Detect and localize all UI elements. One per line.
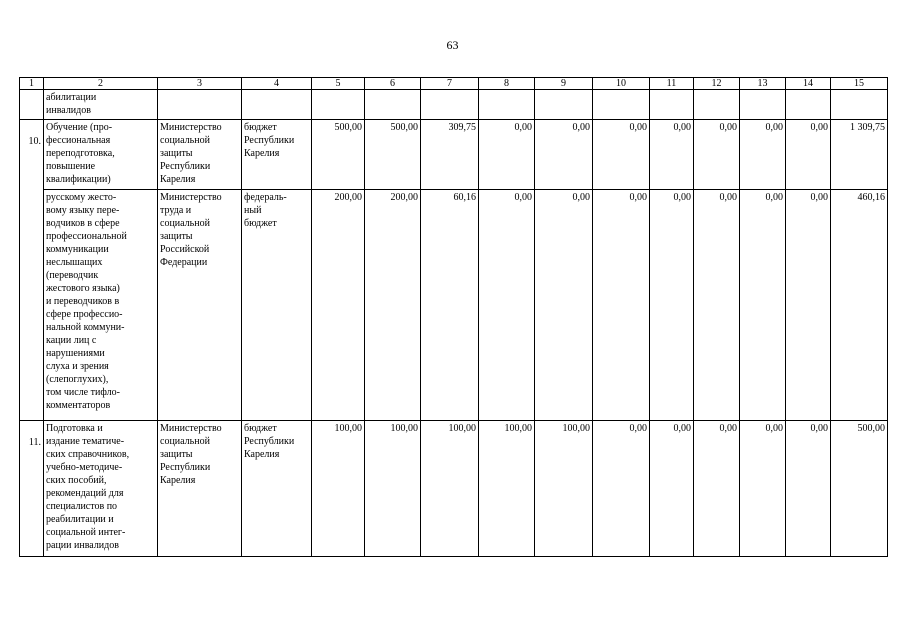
total-cell: 500,00 [831,421,888,557]
row-number-cell: 10. [20,120,44,421]
value-cell: 200,00 [365,190,421,421]
col-header: 5 [312,78,365,90]
value-cell: 0,00 [786,421,831,557]
total-cell: 460,16 [831,190,888,421]
value-cell: 0,00 [535,190,593,421]
column-number-row [20,78,888,90]
col-header: 10 [593,78,650,90]
table-row-10-regional [20,120,888,190]
table-row-continued [20,90,888,120]
value-cell: 0,00 [786,120,831,190]
value-cell: 0,00 [786,190,831,421]
value-cell: 100,00 [365,421,421,557]
col-header: 8 [479,78,535,90]
value-cell: 60,16 [421,190,479,421]
table-row-10-federal [20,190,888,421]
col-header: 13 [740,78,786,90]
value-cell: 0,00 [694,120,740,190]
value-cell: 200,00 [312,190,365,421]
activity-name-cell: Подготовка и издание тематиче- ских справочников, учебно-методиче- ских пособий, рекомендаций для специалистов по реабилитации и социальной интег- рации инвалидов [44,421,158,557]
empty-cell [421,90,479,120]
total-cell: 1 309,75 [831,120,888,190]
row-number-cell [20,90,44,120]
empty-cell [831,90,888,120]
budget-table [19,77,888,557]
empty-cell [694,90,740,120]
empty-cell [158,90,242,120]
value-cell: 0,00 [650,120,694,190]
row-number-cell: 11. [20,421,44,557]
activity-name-cell: абилитации инвалидов [44,90,158,120]
col-header: 12 [694,78,740,90]
col-header: 7 [421,78,479,90]
col-header: 15 [831,78,888,90]
col-header: 6 [365,78,421,90]
empty-cell [650,90,694,120]
value-cell: 100,00 [421,421,479,557]
value-cell: 0,00 [479,120,535,190]
value-cell: 0,00 [593,190,650,421]
value-cell: 0,00 [740,421,786,557]
activity-name-cell: русскому жесто- вому языку пере- водчиков в сфере профессиональной коммуникации неслышащих (переводчик жестового языка) и переводчиков в сфере профессио- нальной коммуни- кации лиц с нарушениями слуха и зрения (слепоглухих), том числе тифло- комментаторов [44,190,158,421]
col-header: 1 [20,78,44,90]
value-cell: 500,00 [312,120,365,190]
funding-source-cell: бюджет Республики Карелия [242,120,312,190]
empty-cell [479,90,535,120]
executor-cell: Министерство социальной защиты Республики Карелия [158,421,242,557]
value-cell: 0,00 [593,120,650,190]
activity-name-cell: Обучение (про- фессиональная переподготовка, повышение квалификации) [44,120,158,190]
value-cell: 100,00 [312,421,365,557]
value-cell: 0,00 [650,190,694,421]
value-cell: 0,00 [740,120,786,190]
funding-source-cell: бюджет Республики Карелия [242,421,312,557]
empty-cell [535,90,593,120]
page-number: 63 [446,38,459,52]
value-cell: 0,00 [479,190,535,421]
col-header: 4 [242,78,312,90]
empty-cell [365,90,421,120]
col-header: 2 [44,78,158,90]
empty-cell [786,90,831,120]
value-cell: 100,00 [479,421,535,557]
value-cell: 0,00 [694,190,740,421]
value-cell: 500,00 [365,120,421,190]
col-header: 11 [650,78,694,90]
empty-cell [242,90,312,120]
empty-cell [740,90,786,120]
empty-cell [312,90,365,120]
value-cell: 0,00 [694,421,740,557]
executor-cell: Министерство труда и социальной защиты Российской Федерации [158,190,242,421]
value-cell: 0,00 [593,421,650,557]
table-row-11 [20,421,888,557]
col-header: 3 [158,78,242,90]
value-cell: 0,00 [535,120,593,190]
value-cell: 0,00 [740,190,786,421]
funding-source-cell: федераль- ный бюджет [242,190,312,421]
value-cell: 100,00 [535,421,593,557]
col-header: 9 [535,78,593,90]
empty-cell [593,90,650,120]
value-cell: 0,00 [650,421,694,557]
executor-cell: Министерство социальной защиты Республики Карелия [158,120,242,190]
col-header: 14 [786,78,831,90]
value-cell: 309,75 [421,120,479,190]
